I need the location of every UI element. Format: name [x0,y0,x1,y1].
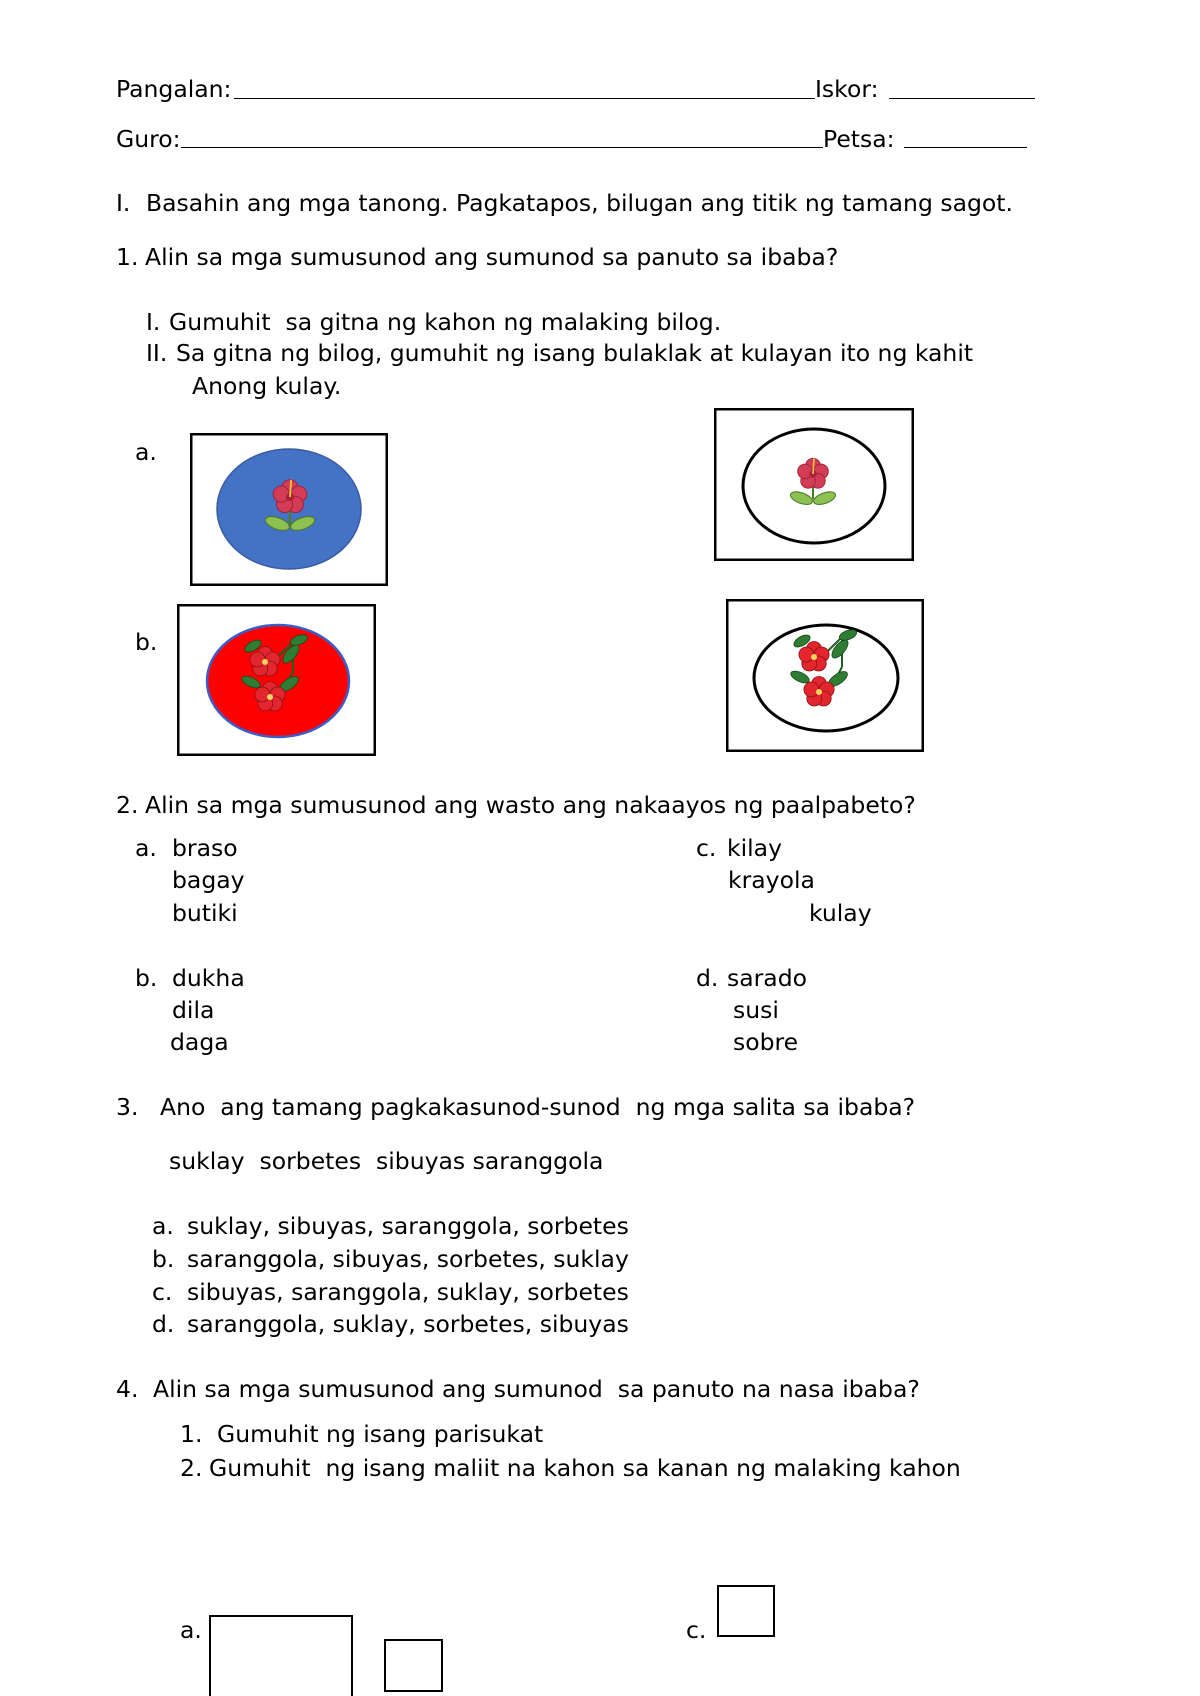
q2-option-word: kulay [809,899,872,927]
q2-option-word: dukha [172,964,245,992]
q2-option-word: kilay [727,834,782,862]
large-square [209,1615,353,1696]
q1-figure-blue-circle [190,433,388,586]
red-circle [207,625,349,737]
q2-option-word: daga [170,1028,229,1056]
q1-number: 1. [116,243,139,271]
q2-option-word: dila [172,996,215,1024]
q1-text: Alin sa mga sumusunod ang sumunod sa panuto sa ibaba? [145,243,839,271]
small-square [384,1639,443,1692]
teacher-label: Guro: [116,125,181,153]
q3-option-label: b. [152,1245,175,1273]
q2-option-word: braso [172,834,238,862]
score-label: Iskor: [815,75,879,103]
q3-number: 3. [116,1093,139,1121]
q2-text: Alin sa mga sumusunod ang wasto ang nakaayos ng paalpabeto? [145,791,916,819]
q2-option-word: sobre [733,1028,799,1056]
q1-figure-red-circle [177,604,376,756]
q2-option-label: c. [696,834,717,862]
q3-words-line: suklay sorbetes sibuyas saranggola [169,1147,604,1175]
q3-option-text: saranggola, suklay, sorbetes, sibuyas [187,1310,629,1338]
q4-step-text: Gumuhit ng isang parisukat [217,1420,544,1448]
q4-step-text: Gumuhit ng isang maliit na kahon sa kanan ng malaking kahon [209,1454,961,1482]
q1-step-text: Gumuhit sa gitna ng kahon ng malaking bilog. [169,308,722,336]
q2-option-word: bagay [172,866,245,894]
q4-step-number: 2. [180,1454,203,1482]
date-label: Petsa: [823,125,895,153]
name-blank-line [234,98,815,99]
q1-step-number: II. [146,339,168,367]
score-blank-line [889,98,1035,99]
q4-text: Alin sa mga sumusunod ang sumunod sa panuto na nasa ibaba? [153,1375,920,1403]
q1-step-continuation: Anong kulay. [192,372,342,400]
q1-figure-white-circle [714,408,914,561]
small-square [717,1585,775,1637]
q4-step-number: 1. [180,1420,203,1448]
q2-option-word: susi [733,996,779,1024]
q2-option-word: butiki [172,899,238,927]
q1-figure-white-circle-flowers [726,599,924,752]
q1-step-text: Sa gitna ng bilog, gumuhit ng isang bulaklak at kulayan ito ng kahit [176,339,974,367]
white-circle [754,625,898,731]
q3-option-label: d. [152,1310,175,1338]
q3-option-label: c. [152,1278,173,1306]
q3-text: Ano ang tamang pagkakasunod-sunod ng mga salita sa ibaba? [160,1093,916,1121]
section-instruction: Basahin ang mga tanong. Pagkatapos, bilugan ang titik ng tamang sagot. [146,189,1013,217]
q3-option-label: a. [152,1212,174,1240]
q2-option-label: b. [135,964,158,992]
q2-option-label: a. [135,834,157,862]
q1-step-number: I. [146,308,161,336]
q4-number: 4. [116,1375,139,1403]
q2-number: 2. [116,791,139,819]
q4-choice-label: c. [686,1616,707,1644]
q1-choice-label: a. [135,438,157,466]
q3-option-text: saranggola, sibuyas, sorbetes, suklay [187,1245,629,1273]
teacher-blank-line [181,147,823,148]
section-number: I. [116,189,131,217]
q1-choice-label: b. [135,628,158,656]
q4-choice-label: a. [180,1616,202,1644]
q3-option-text: suklay, sibuyas, saranggola, sorbetes [187,1212,629,1240]
date-blank-line [904,147,1027,148]
name-label: Pangalan: [116,75,232,103]
q2-option-word: krayola [728,866,815,894]
q3-option-text: sibuyas, saranggola, suklay, sorbetes [187,1278,629,1306]
q2-option-word: sarado [727,964,808,992]
q2-option-label: d. [696,964,719,992]
